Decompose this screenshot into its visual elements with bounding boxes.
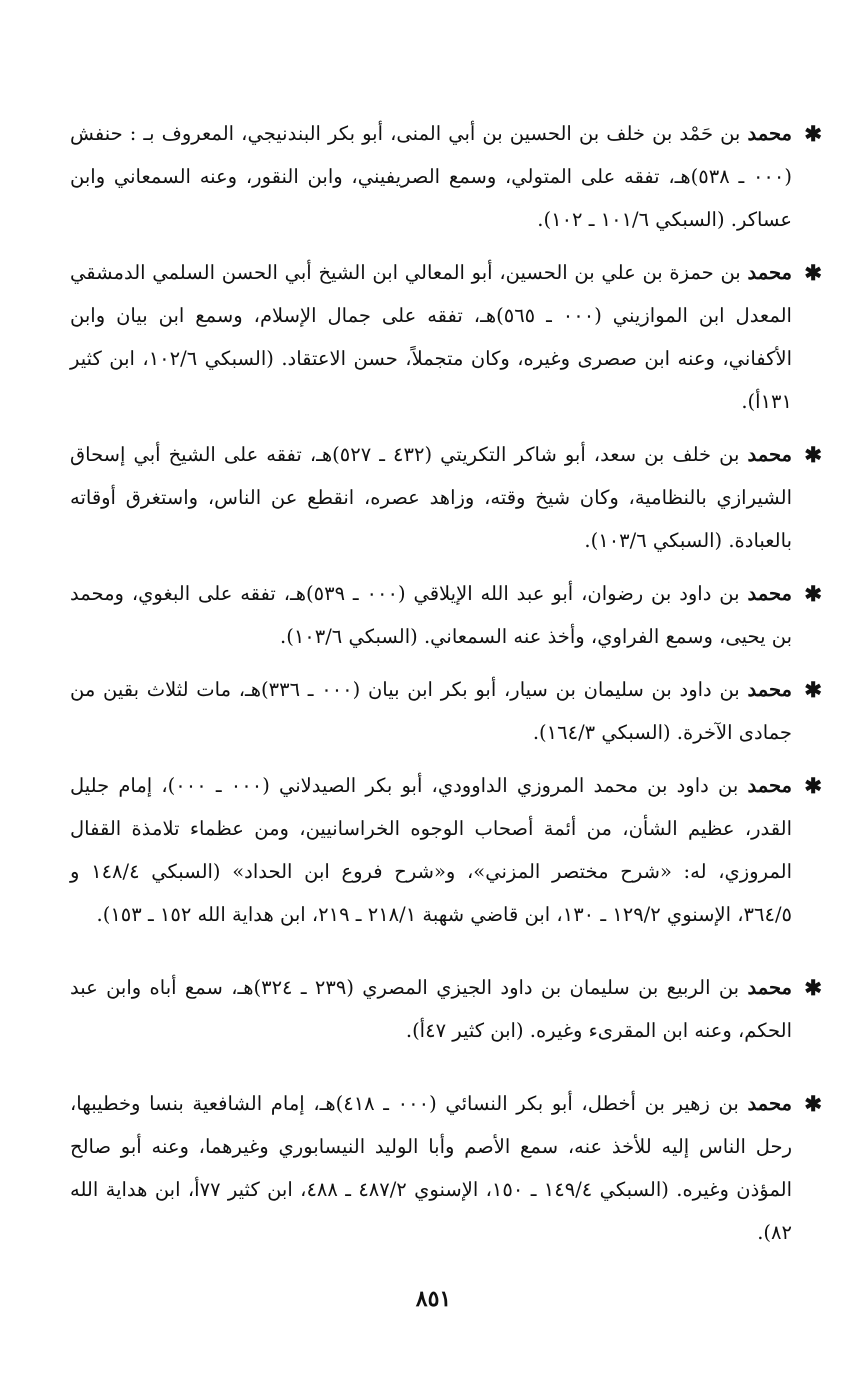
entry-8 xyxy=(70,1082,822,1254)
entry-1 xyxy=(70,112,822,241)
entry-text: بن خلف بن سعد، أبو شاكر التكريتي (٤٣٢ ـ ٥٢٧)هـ، تفقه على الشيخ أبي إسحاق الشيرازي بالنظامية، وكان شيخ وقته، وزاهد عصره، انقطع عن الناس، واستغرق أوقاته بالعبادة. (السبكي ١٠٣/٦). xyxy=(70,443,792,552)
entry-name: محمد xyxy=(747,443,792,466)
page-number: ٨٥١ xyxy=(415,1286,452,1312)
entry-text: بن حَمْد بن خلف بن الحسين بن أبي المنى، أبو بكر البندنيجي، المعروف بـ : حنفش (٠٠٠ ـ ٥٣٨)هـ، تفقه على المتولي، وسمع الصريفيني، وابن النقور، وعنه السمعاني وابن عساكر. (السبكي ١٠١/٦ ـ ١٠٢). xyxy=(70,122,792,231)
entry-2 xyxy=(70,251,822,423)
asterisk-icon: ✱ xyxy=(804,442,822,467)
asterisk-icon: ✱ xyxy=(804,260,822,285)
entry-name: محمد xyxy=(747,678,792,701)
asterisk-icon: ✱ xyxy=(804,1091,822,1116)
entry-text: بن داود بن محمد المروزي الداوودي، أبو بكر الصيدلاني (٠٠٠ ـ ٠٠٠)، إمام جليل القدر، عظيم الشأن، من أئمة أصحاب الوجوه الخراسانيين، ومن عظماء تلامذة القفال المروزي، له: «شرح مختصر المزني»، و«شرح فروع ابن الحداد» (السبكي ١٤٨/٤ و ٣٦٤/٥، الإسنوي ١٢٩/٢ ـ ١٣٠، ابن قاضي شهبة ٢١٨/١ ـ ٢١٩، ابن هداية الله ١٥٢ ـ ١٥٣). xyxy=(70,774,792,926)
asterisk-icon: ✱ xyxy=(804,677,822,702)
entry-name: محمد xyxy=(747,1092,792,1115)
entry-4 xyxy=(70,572,822,658)
entry-6 xyxy=(70,764,822,936)
entry-name: محمد xyxy=(747,976,792,999)
asterisk-icon: ✱ xyxy=(804,773,822,798)
asterisk-icon: ✱ xyxy=(804,121,822,146)
entry-name: محمد xyxy=(747,582,792,605)
entry-name: محمد xyxy=(747,774,792,797)
entry-text: بن زهير بن أخطل، أبو بكر النسائي (٠٠٠ ـ ٤١٨)هـ، إمام الشافعية بنسا وخطيبها، رحل الناس إليه للأخذ عنه، سمع الأصم وأبا الوليد النيسابوري وغيرهما، وعنه أبو صالح المؤذن وغيره. (السبكي ١٤٩/٤ ـ ١٥٠، الإسنوي ٤٨٧/٢ ـ ٤٨٨، ابن كثير ٧٧أ، ابن هداية الله ٨٢). xyxy=(70,1092,792,1244)
entry-text: بن حمزة بن علي بن الحسين، أبو المعالي ابن الشيخ أبي الحسن السلمي الدمشقي المعدل ابن الموازيني (٠٠٠ ـ ٥٦٥)هـ، تفقه على جمال الإسلام، وسمع ابن بيان وابن الأكفاني، وعنه ابن صصرى وغيره، وكان متجملاً، حسن الاعتقاد. (السبكي ١٠٢/٦، ابن كثير ١٣١أ). xyxy=(70,261,792,413)
entry-text: بن الربيع بن سليمان بن داود الجيزي المصري (٢٣٩ ـ ٣٢٤)هـ، سمع أباه وابن عبد الحكم، وعنه ابن المقرىء وغيره. (ابن كثير ٤٧أ). xyxy=(70,976,792,1042)
entry-7 xyxy=(70,966,822,1052)
entry-3 xyxy=(70,433,822,562)
entry-name: محمد xyxy=(747,261,792,284)
entry-name: محمد xyxy=(747,122,792,145)
entry-text: بن داود بن رضوان، أبو عبد الله الإيلاقي (٠٠٠ ـ ٥٣٩)هـ، تفقه على البغوي، ومحمد بن يحيى، وسمع الفراوي، وأخذ عنه السمعاني. (السبكي ١٠٣/٦). xyxy=(70,582,792,648)
entry-5 xyxy=(70,668,822,754)
asterisk-icon: ✱ xyxy=(804,975,822,1000)
entry-text: بن داود بن سليمان بن سيار، أبو بكر ابن بيان (٠٠٠ ـ ٣٣٦)هـ، مات لثلاث بقين من جمادى الآخرة. (السبكي ١٦٤/٣). xyxy=(70,678,792,744)
document-body xyxy=(70,112,822,1264)
asterisk-icon: ✱ xyxy=(804,581,822,606)
